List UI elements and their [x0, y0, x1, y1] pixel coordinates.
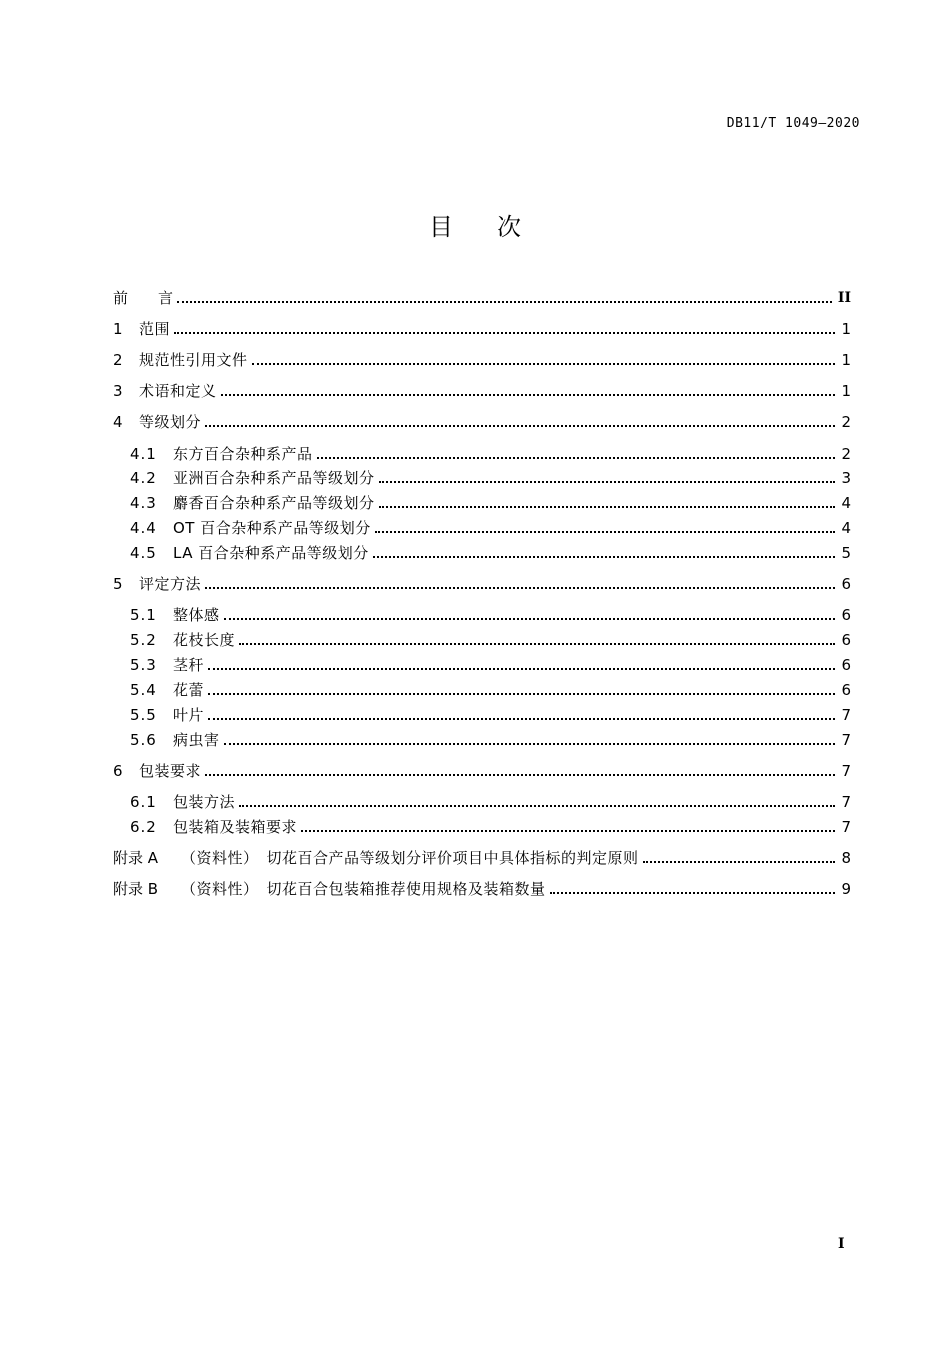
dot-leader — [239, 805, 835, 807]
dot-leader — [205, 774, 835, 776]
toc-entry-page: II — [837, 290, 851, 306]
toc-entry-number: 5.3 — [130, 656, 157, 674]
toc-entry-4-3[interactable] — [130, 492, 851, 514]
toc-entry-number: 6.2 — [130, 818, 157, 836]
toc-entry-2[interactable] — [113, 349, 851, 371]
toc-entry-5-1[interactable] — [130, 604, 851, 626]
toc-entry-page: 6 — [841, 575, 851, 593]
toc-entry-appendix-a[interactable] — [113, 847, 851, 869]
toc-entry-number: 5 — [113, 575, 123, 593]
dot-leader — [208, 693, 835, 695]
toc-entry-4-5[interactable] — [130, 542, 851, 564]
toc-entry-5[interactable] — [113, 573, 851, 595]
toc-entry-number: 4.3 — [130, 494, 157, 512]
document-code: DB11/T 1049—2020 — [726, 116, 860, 131]
dot-leader — [301, 830, 835, 832]
toc-entry-1[interactable] — [113, 318, 851, 340]
toc-entry-number: 5.5 — [130, 706, 157, 724]
toc-entry-number: 4 — [113, 413, 123, 431]
toc-entry-text: 等级划分 — [139, 413, 202, 431]
toc-entry-text: 病虫害 — [173, 731, 220, 749]
toc-entry-4-1[interactable] — [130, 443, 851, 465]
toc-entry-text: （资料性） 切花百合包装箱推荐使用规格及装箱数量 — [181, 880, 546, 898]
toc-entry-text: 叶片 — [173, 706, 205, 724]
dot-leader — [177, 301, 832, 303]
toc-entry-text: 包装方法 — [173, 793, 236, 811]
toc-entry-number: 4.1 — [130, 445, 157, 463]
toc-entry-3[interactable] — [113, 380, 851, 402]
toc-entry-page: 4 — [841, 494, 851, 512]
toc-entry-number: 4.2 — [130, 469, 157, 487]
toc-entry-number: 5.4 — [130, 681, 157, 699]
dot-leader — [208, 718, 835, 720]
toc-entry-text: 东方百合杂种系产品 — [173, 445, 313, 463]
toc-entry-number: 5.2 — [130, 631, 157, 649]
dot-leader — [375, 531, 835, 533]
toc-entry-text: LA 百合杂种系产品等级划分 — [173, 544, 369, 562]
dot-leader — [174, 332, 835, 334]
toc-entry-foreword[interactable] — [113, 287, 851, 309]
dot-leader — [224, 743, 835, 745]
toc-entry-appendix-b[interactable] — [113, 878, 851, 900]
dot-leader — [205, 425, 835, 427]
toc-entry-number: 5.6 — [130, 731, 157, 749]
toc-entry-page: 8 — [841, 849, 851, 867]
dot-leader — [373, 556, 835, 558]
toc-entry-page: 9 — [841, 880, 851, 898]
toc-entry-5-4[interactable] — [130, 679, 851, 701]
toc-entry-page: 1 — [841, 351, 851, 369]
toc-entry-page: 1 — [841, 382, 851, 400]
dot-leader — [208, 668, 835, 670]
toc-entry-number: 前 言 — [113, 289, 174, 307]
toc-entry-page: 7 — [841, 762, 851, 780]
toc-entry-number: 5.1 — [130, 606, 157, 624]
toc-entry-text: 亚洲百合杂种系产品等级划分 — [173, 469, 375, 487]
page-number: I — [838, 1236, 845, 1252]
toc-entry-4-4[interactable] — [130, 517, 851, 539]
dot-leader — [643, 861, 835, 863]
toc-entry-number: 4.4 — [130, 519, 157, 537]
toc-entry-4[interactable] — [113, 411, 851, 433]
toc-entry-page: 5 — [841, 544, 851, 562]
toc-entry-number: 3 — [113, 382, 123, 400]
dot-leader — [205, 587, 835, 589]
toc-entry-page: 7 — [841, 793, 851, 811]
toc-entry-number: 6 — [113, 762, 123, 780]
toc-entry-page: 2 — [841, 413, 851, 431]
toc-entry-text: 花枝长度 — [173, 631, 236, 649]
toc-entry-text: 麝香百合杂种系产品等级划分 — [173, 494, 375, 512]
toc-entry-5-6[interactable] — [130, 729, 851, 751]
toc-entry-page: 7 — [841, 731, 851, 749]
toc-entry-6-1[interactable] — [130, 791, 851, 813]
dot-leader — [224, 618, 835, 620]
toc-entry-page: 6 — [841, 681, 851, 699]
toc-entry-page: 1 — [841, 320, 851, 338]
toc-entry-text: 术语和定义 — [139, 382, 217, 400]
toc-entry-page: 2 — [841, 445, 851, 463]
toc-entry-text: 范围 — [139, 320, 171, 338]
toc-entry-number: 1 — [113, 320, 123, 338]
toc-entry-number: 6.1 — [130, 793, 157, 811]
dot-leader — [239, 643, 835, 645]
dot-leader — [317, 457, 835, 459]
page-title: 目次 — [429, 213, 565, 241]
toc-entry-6[interactable] — [113, 760, 851, 782]
toc-entry-text: 茎秆 — [173, 656, 205, 674]
toc-entry-number: 2 — [113, 351, 123, 369]
dot-leader — [379, 506, 835, 508]
toc-entry-4-2[interactable] — [130, 467, 851, 489]
toc-entry-text: 评定方法 — [139, 575, 202, 593]
toc-entry-page: 6 — [841, 656, 851, 674]
dot-leader — [379, 481, 835, 483]
toc-entry-page: 7 — [841, 706, 851, 724]
toc-entry-number: 附录 B — [113, 880, 159, 898]
toc-entry-text: （资料性） 切花百合产品等级划分评价项目中具体指标的判定原则 — [181, 849, 639, 867]
toc-entry-page: 6 — [841, 606, 851, 624]
dot-leader — [252, 363, 835, 365]
toc-entry-number: 附录 A — [113, 849, 159, 867]
toc-entry-text: 包装箱及装箱要求 — [173, 818, 298, 836]
toc-entry-page: 3 — [841, 469, 851, 487]
toc-entry-text: 包装要求 — [139, 762, 202, 780]
toc-entry-number: 4.5 — [130, 544, 157, 562]
dot-leader — [550, 892, 835, 894]
toc-entry-page: 7 — [841, 818, 851, 836]
toc-entry-text: 整体感 — [173, 606, 220, 624]
toc-entry-6-2[interactable] — [130, 816, 851, 838]
toc-entry-5-3[interactable] — [130, 654, 851, 676]
toc-entry-page: 6 — [841, 631, 851, 649]
toc-entry-5-5[interactable] — [130, 704, 851, 726]
toc-entry-page: 4 — [841, 519, 851, 537]
toc-entry-text: OT 百合杂种系产品等级划分 — [173, 519, 371, 537]
toc-entry-text: 花蕾 — [173, 681, 205, 699]
toc-entry-5-2[interactable] — [130, 629, 851, 651]
toc-entry-text: 规范性引用文件 — [139, 351, 248, 369]
dot-leader — [221, 394, 835, 396]
